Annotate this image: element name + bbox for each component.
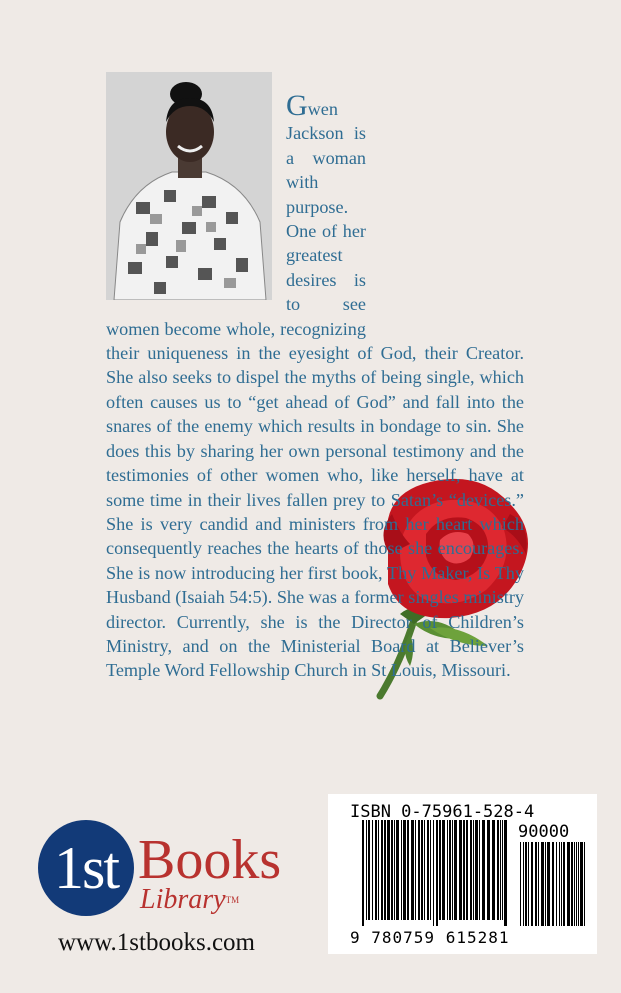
barcode-addon-bar [525,842,527,926]
barcode-bar [439,820,441,920]
price-code: 90000 [518,822,570,842]
publisher-website[interactable]: www.1stbooks.com [58,929,255,956]
barcode-bar [502,820,503,920]
barcode-bar [375,820,377,920]
barcode-addon-bar [580,842,583,926]
barcode-addon-bar [584,842,585,926]
author-bio [106,89,524,683]
barcode-bar [396,820,399,920]
barcode-bar [387,820,390,920]
barcode-bar [466,820,468,920]
barcode-addon-bar [571,842,573,926]
barcode-addon-bar [552,842,554,926]
barcode-bar [459,820,462,920]
barcode-addon-bar [559,842,560,926]
barcode-bar [436,820,438,926]
barcode-addon-bar [545,842,546,926]
barcode-addon-bar [541,842,544,926]
barcode-bar [479,820,480,920]
barcode-bar [394,820,395,920]
barcode-bar [381,820,383,920]
barcode-bar [470,820,472,920]
barcode-addon-bar [578,842,579,926]
barcode-bar [427,820,429,920]
barcode-bar [368,820,370,920]
barcode-addon-bar [561,842,562,926]
barcode-bar [497,820,499,920]
barcode-bar [452,820,453,920]
ean-digits: 9 780759 615281 [350,928,510,947]
barcode-bar [454,820,457,920]
barcode-addon-bar [563,842,565,926]
barcode-bar [447,820,448,920]
bio-text: wen Jackson is a woman with purpose. One of her greatest desires is to see women become whole, recognizing their uniqueness in the eyesight of God, their Creator. She also seeks to dispel the myths of being single, which often causes us to “get ahead of God” and fall into the snares of the enemy which results in bondage to sin. She does this by sharing her own personal testimony and the testimonies of other women who, like herself, have at some time in their lives fallen prey to Satan’s “devices.” She is very candid and ministers from her heart which consequently reaches the hearts of those she encourages. She is now introducing her first book, Thy Maker, Is Thy Husband (Isaiah 54:5). She was a former singles ministry director. Currently, she is the Director of Children’s Ministry, and on the Ministerial Board at Believer’s Temple Word Fellowship Church in St Louis, Missouri. [106,99,524,681]
publisher-logo-circle: 1st [38,820,134,916]
isbn-label: ISBN 0-75961-528-4 [350,802,535,822]
barcode-bar [415,820,416,920]
barcode-bar [504,820,507,926]
barcode-bar [463,820,465,920]
barcode-bar [407,820,409,920]
barcode-addon-bar [547,842,550,926]
barcode-bar [411,820,414,920]
barcode-bar [487,820,490,920]
barcode-bar [378,820,379,920]
barcode-addon-bar [528,842,529,926]
barcode-addon-bar [535,842,537,926]
publisher-logo-books: Books [138,829,282,891]
barcode-bar [500,820,501,920]
barcode-bar [475,820,478,920]
barcode-addon-bar [576,842,577,926]
barcode-addon-bar [538,842,539,926]
barcode-bar [430,820,431,920]
barcode-addon-bar [574,842,575,926]
barcode-bar [421,820,423,920]
barcode-addon-bar [556,842,557,926]
barcode-bar [424,820,425,920]
barcode-addon-bar [520,842,521,926]
trademark-mark: TM [225,895,240,905]
barcode-bar [473,820,474,920]
barcode-bar [384,820,386,920]
barcode-bar [391,820,393,920]
bio-dropcap: G [286,89,308,122]
barcode-addon-bar [523,842,524,926]
barcode-bar [449,820,451,920]
publisher-logo-library [140,886,239,914]
photo-space [106,96,286,300]
barcode-bar [372,820,373,920]
barcode-bar [362,820,364,926]
barcode-bar [401,820,402,920]
publisher-logo-library-text: Library [140,884,226,915]
barcode-bar [433,820,434,926]
barcode-bar [492,820,495,920]
barcode-addon-bar [531,842,533,926]
barcode-bar [442,820,445,920]
barcode-addon-bar [567,842,570,926]
barcode-bar [482,820,485,920]
barcode-bar [403,820,406,920]
barcode-bar [418,820,420,920]
rose-space [366,110,524,338]
barcode-bar [366,820,367,920]
barcode-box [328,794,597,954]
